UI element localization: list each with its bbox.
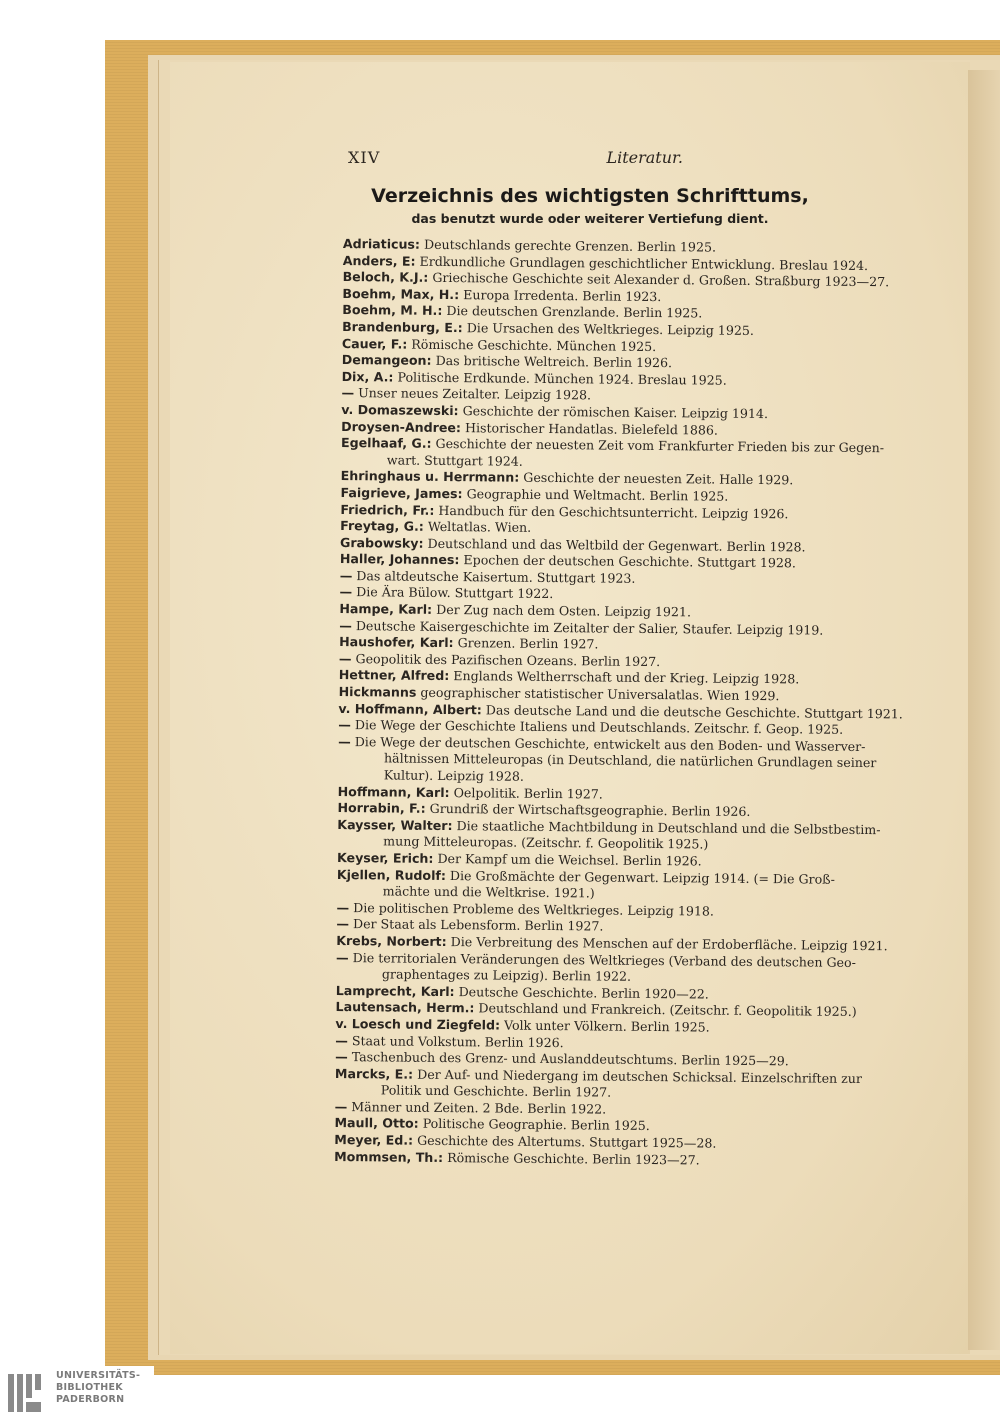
entry-author: Hickmanns xyxy=(338,684,417,700)
entry-text: Unser neues Zeitalter. Leipzig 1928. xyxy=(358,385,592,403)
entry-text: Deutschland und Frankreich. (Zeitschr. f. Geopolitik 1925.) xyxy=(478,1000,857,1020)
entry-text: Männer und Zeiten. 2 Bde. Berlin 1922. xyxy=(351,1098,607,1117)
entry-text: Deutschlands gerechte Grenzen. Berlin 1925. xyxy=(423,236,717,255)
page-header xyxy=(348,148,683,172)
entry-author: Lamprecht, Karl: xyxy=(335,982,455,999)
entry-author: Meyer, Ed.: xyxy=(334,1132,414,1148)
entry-author: Faigrieve, James: xyxy=(340,484,463,502)
library-logo-text xyxy=(56,1370,156,1406)
entry-text: Geschichte des Altertums. Stuttgart 1925—28. xyxy=(417,1132,717,1151)
entry-author: Lautensach, Herm.: xyxy=(335,999,475,1016)
entry-author: Cauer, F.: xyxy=(341,335,408,352)
entry-author: v. Loesch und Ziegfeld: xyxy=(335,1015,501,1033)
entry-text: Die staatliche Machtbildung in Deutschland und die Selbstbestim- xyxy=(456,817,881,837)
entry-text: Politik und Geschichte. Berlin 1927. xyxy=(380,1082,612,1100)
entry-author: Boehm, Max, H.: xyxy=(342,285,460,302)
entry-author: Krebs, Norbert: xyxy=(336,932,447,949)
entry-author: Droysen-Andree: xyxy=(341,418,462,435)
entry-author: — xyxy=(338,717,351,733)
entry-author: — xyxy=(339,584,353,600)
entry-text: Deutsche Kaisergeschichte im Zeitalter der Salier, Staufer. Leipzig 1919. xyxy=(355,617,824,638)
entry-author: Demangeon: xyxy=(341,352,432,369)
entry-author: Kaysser, Walter: xyxy=(337,816,453,833)
entry-text: Politische Geographie. Berlin 1925. xyxy=(422,1116,650,1134)
entry-text: Das britische Weltreich. Berlin 1926. xyxy=(435,353,673,371)
entry-text: Geopolitik des Pazifischen Ozeans. Berlin 1927. xyxy=(355,650,661,669)
entry-author: Keyser, Erich: xyxy=(336,849,434,866)
entry-author: Haller, Johannes: xyxy=(339,551,460,568)
entry-text: Geschichte der römischen Kaiser. Leipzig 1914. xyxy=(462,403,769,422)
entry-author: Marcks, E.: xyxy=(334,1065,414,1082)
entry-author: Anders, E: xyxy=(342,252,416,269)
entry-author: — xyxy=(336,949,349,965)
entry-text: mung Mitteleuropas. (Zeitschr. f. Geopolitik 1925.) xyxy=(383,833,709,852)
entry-author: Kjellen, Rudolf: xyxy=(336,866,447,883)
entry-text: Weltatlas. Wien. xyxy=(427,518,532,535)
entry-text: graphentages zu Leipzig). Berlin 1922. xyxy=(381,966,632,984)
entry-author: — xyxy=(339,617,352,633)
entry-author: Brandenburg, E.: xyxy=(342,318,463,336)
entry-text: Geschichte der neuesten Zeit. Halle 1929. xyxy=(523,470,794,488)
entry-author: Horrabin, F.: xyxy=(337,800,426,817)
entry-author: — xyxy=(334,1098,348,1114)
entry-author: Mommsen, Th.: xyxy=(334,1148,444,1165)
entry-author: Egelhaaf, G.: xyxy=(340,435,432,451)
entry-text: Der Staat als Lebensform. Berlin 1927. xyxy=(352,916,604,934)
entry-text: Erdkundliche Grundlagen geschichtlicher Entwicklung. Breslau 1924. xyxy=(419,253,869,273)
entry-author: Ehringhaus u. Herrmann: xyxy=(340,468,520,486)
entry-author: — xyxy=(338,733,351,749)
entry-text: Die Ära Bülow. Stuttgart 1922. xyxy=(356,584,554,602)
entry-text: Handbuch für den Geschichtsunterricht. Leipzig 1926. xyxy=(438,502,789,521)
entry-text: hältnissen Mitteleuropas (in Deutschland, die natürlichen Grundlagen seiner xyxy=(383,750,877,771)
entry-text: Grenzen. Berlin 1927. xyxy=(457,635,599,652)
entry-author: Grabowsky: xyxy=(339,534,424,551)
entry-text: geographischer statistischer Universalatlas. Wien 1929. xyxy=(420,684,780,704)
entry-text: Der Zug nach dem Osten. Leipzig 1921. xyxy=(436,601,692,620)
entry-author: Maull, Otto: xyxy=(334,1115,419,1132)
entry-text: Die Verbreitung des Menschen auf der Erdoberfläche. Leipzig 1921. xyxy=(450,934,888,954)
entry-text: Deutschland und das Weltbild der Gegenwart. Berlin 1928. xyxy=(427,535,806,555)
entry-text: Grundriß der Wirtschaftsgeographie. Berlin 1926. xyxy=(429,801,751,820)
entry-author: Boehm, M. H.: xyxy=(342,302,443,319)
entry-text: Oelpolitik. Berlin 1927. xyxy=(453,784,603,802)
entry-author: Beloch, K.J.: xyxy=(342,269,429,286)
entry-author: Dix, A.: xyxy=(341,368,394,385)
entry-author: Freytag, G.: xyxy=(340,518,424,534)
page-number: XIV xyxy=(348,148,381,167)
entry-author: Hettner, Alfred: xyxy=(338,667,450,684)
page-subtitle: das benutzt wurde oder weiterer Vertiefung dient. xyxy=(411,211,769,226)
entry-author: — xyxy=(339,567,353,583)
entry-text: Volk unter Völkern. Berlin 1925. xyxy=(503,1017,710,1035)
logo-line-3: PADERBORN xyxy=(56,1394,125,1405)
entry-text: Europa Irredenta. Berlin 1923. xyxy=(463,286,662,304)
entry-text: Die deutschen Grenzlande. Berlin 1925. xyxy=(446,303,703,321)
entry-text: Historischer Handatlas. Bielefeld 1886. xyxy=(464,419,719,438)
entry-author: Hoffmann, Karl: xyxy=(337,783,450,800)
entry-author: — xyxy=(336,899,350,915)
entry-text: Kultur). Leipzig 1928. xyxy=(383,767,524,784)
entry-author: Friedrich, Fr.: xyxy=(340,501,435,518)
page-right-edge xyxy=(968,70,1000,1350)
entry-text: Politische Erdkunde. München 1924. Breslau 1925. xyxy=(397,369,727,388)
entry-text: wart. Stuttgart 1924. xyxy=(386,452,523,469)
entry-author: — xyxy=(338,650,352,666)
entry-text: Englands Weltherrschaft und der Krieg. Leipzig 1928. xyxy=(453,668,800,687)
entry-text: Römische Geschichte. München 1925. xyxy=(411,336,657,354)
entry-text: Staat und Volkstum. Berlin 1926. xyxy=(351,1032,564,1050)
logo-line-1: UNIVERSITÄTS- xyxy=(56,1370,141,1381)
logo-line-2: BIBLIOTHEK xyxy=(56,1382,123,1393)
entry-text: Das altdeutsche Kaisertum. Stuttgart 1923. xyxy=(356,568,636,586)
page-title: Verzeichnis des wichtigsten Schrifttums, xyxy=(371,185,809,207)
entry-author: — xyxy=(335,1032,348,1048)
entry-text: Die politischen Probleme des Weltkrieges. Leipzig 1918. xyxy=(353,899,715,919)
library-logo-icon xyxy=(4,1370,50,1416)
running-title: Literatur. xyxy=(606,148,683,167)
entry-author: Haushofer, Karl: xyxy=(339,634,454,651)
entry-author: — xyxy=(341,385,355,401)
library-logo xyxy=(4,1366,154,1420)
entry-author: Hampe, Karl: xyxy=(339,601,433,617)
entry-text: Taschenbuch des Grenz- und Auslanddeutschtums. Berlin 1925—29. xyxy=(351,1049,789,1069)
entry-text: Deutsche Geschichte. Berlin 1920—22. xyxy=(458,983,709,1002)
entry-text: Die Ursachen des Weltkrieges. Leipzig 1925. xyxy=(466,320,754,338)
entry-text: Epochen der deutschen Geschichte. Stuttgart 1928. xyxy=(463,552,796,571)
entry-text: Die Wege der Geschichte Italiens und Deutschlands. Zeitschr. f. Geop. 1925. xyxy=(354,717,844,738)
entry-text: Die Wege der deutschen Geschichte, entwickelt aus den Boden- und Wasserver- xyxy=(354,733,866,754)
entry-text: Geographie und Weltmacht. Berlin 1925. xyxy=(466,486,729,504)
entry-author: — xyxy=(335,1049,348,1065)
entry-text: mächte und die Weltkrise. 1921.) xyxy=(382,883,595,901)
entry-text: Die territorialen Veränderungen des Weltkrieges (Verband des deutschen Geo- xyxy=(352,949,856,970)
entry-author: v. Domaszewski: xyxy=(341,401,459,419)
entry-author: Adriaticus: xyxy=(342,236,421,252)
entry-text: Geschichte der neuesten Zeit vom Frankfurter Frieden bis zur Gegen- xyxy=(435,436,885,456)
entry-text: Römische Geschichte. Berlin 1923—27. xyxy=(447,1149,700,1168)
entry-text: Die Großmächte der Gegenwart. Leipzig 1914. (= Die Groß- xyxy=(449,867,835,887)
entry-text: Der Kampf um die Weichsel. Berlin 1926. xyxy=(437,850,702,869)
bibliography-list xyxy=(334,236,911,1171)
entry-text: Das deutsche Land und die deutsche Geschichte. Stuttgart 1921. xyxy=(485,702,903,722)
entry-author: — xyxy=(336,916,350,932)
entry-text: Der Auf- und Niedergang im deutschen Schicksal. Einzelschriften zur xyxy=(417,1066,863,1086)
entry-author: v. Hoffmann, Albert: xyxy=(338,700,482,717)
entry-text: Griechische Geschichte seit Alexander d. Großen. Straßburg 1923—27. xyxy=(432,270,890,290)
